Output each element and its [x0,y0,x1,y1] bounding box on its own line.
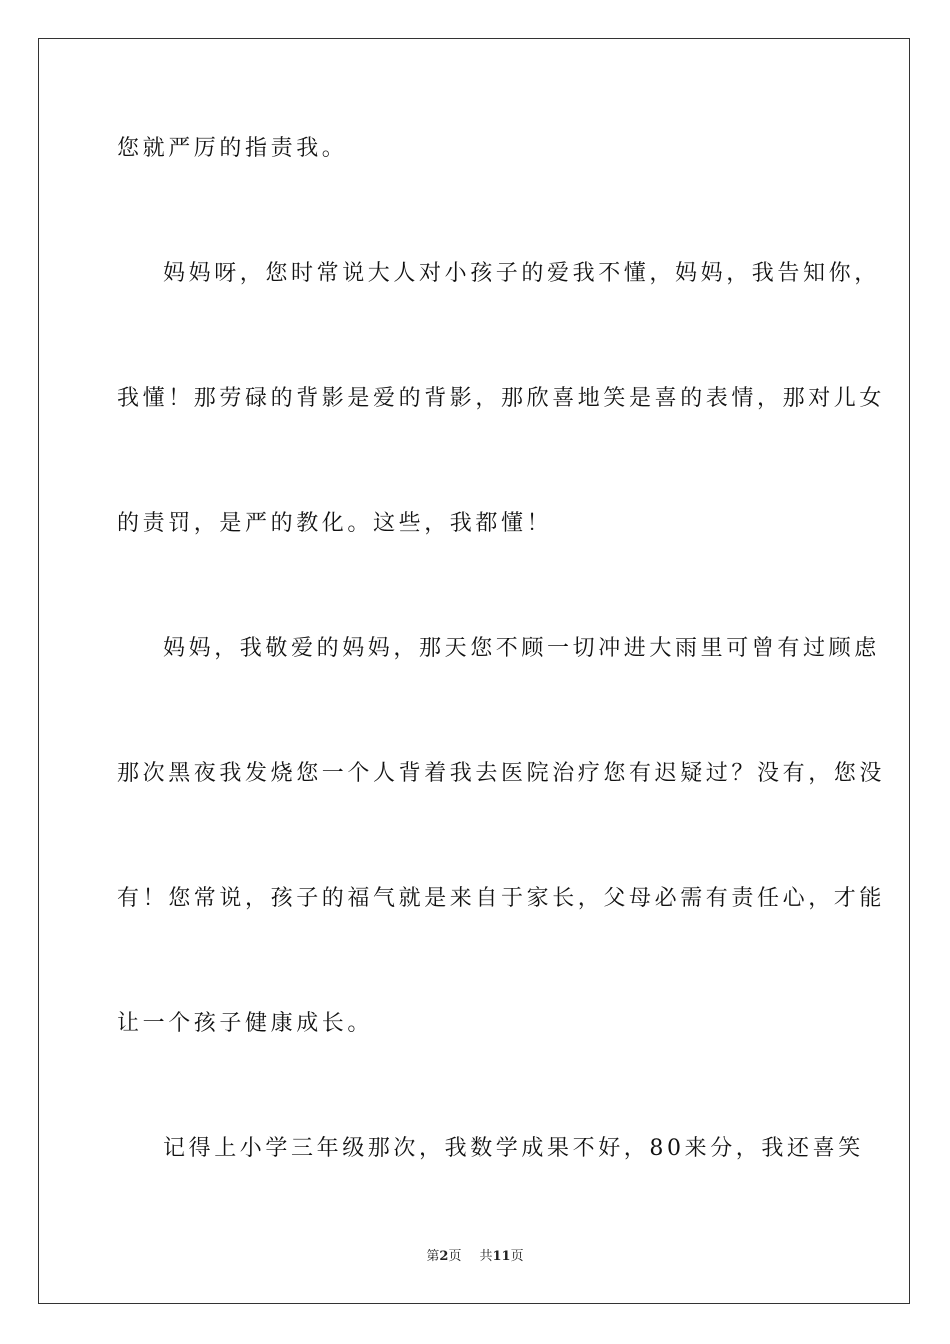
paragraph-line-9: 记得上小学三年级那次，我数学成果不好，80来分，我还喜笑 [163,1136,864,1161]
page-footer [0,1248,950,1266]
paragraph-line-5: 妈妈，我敬爱的妈妈，那天您不顾一切冲进大雨里可曾有过顾虑 [163,636,880,661]
total-pages: 11 [492,1249,511,1264]
page-suffix: 页 [448,1249,462,1264]
total-indicator [479,1248,523,1266]
total-prefix: 共 [479,1249,493,1264]
paragraph-line-2: 妈妈呀，您时常说大人对小孩子的爱我不懂，妈妈，我告知你， [163,261,880,286]
paragraph-line-8: 让一个孩子健康成长。 [117,1011,374,1036]
paragraph-line-7: 有！您常说，孩子的福气就是来自于家长，父母必需有责任心，才能 [117,886,886,911]
page-indicator [426,1248,461,1266]
paragraph-line-6: 那次黑夜我发烧您一个人背着我去医院治疗您有迟疑过？没有，您没 [117,761,886,786]
paragraph-line-4: 的责罚，是严的教化。这些，我都懂！ [117,511,553,536]
paragraph-line-3: 我懂！那劳碌的背影是爱的背影，那欣喜地笑是喜的表情，那对儿女 [117,386,886,411]
total-suffix: 页 [510,1249,524,1264]
page-prefix: 第 [426,1249,440,1264]
page-border [38,38,910,1304]
page-number: 2 [439,1249,449,1264]
paragraph-line-1: 您就严厉的指责我。 [117,136,348,161]
